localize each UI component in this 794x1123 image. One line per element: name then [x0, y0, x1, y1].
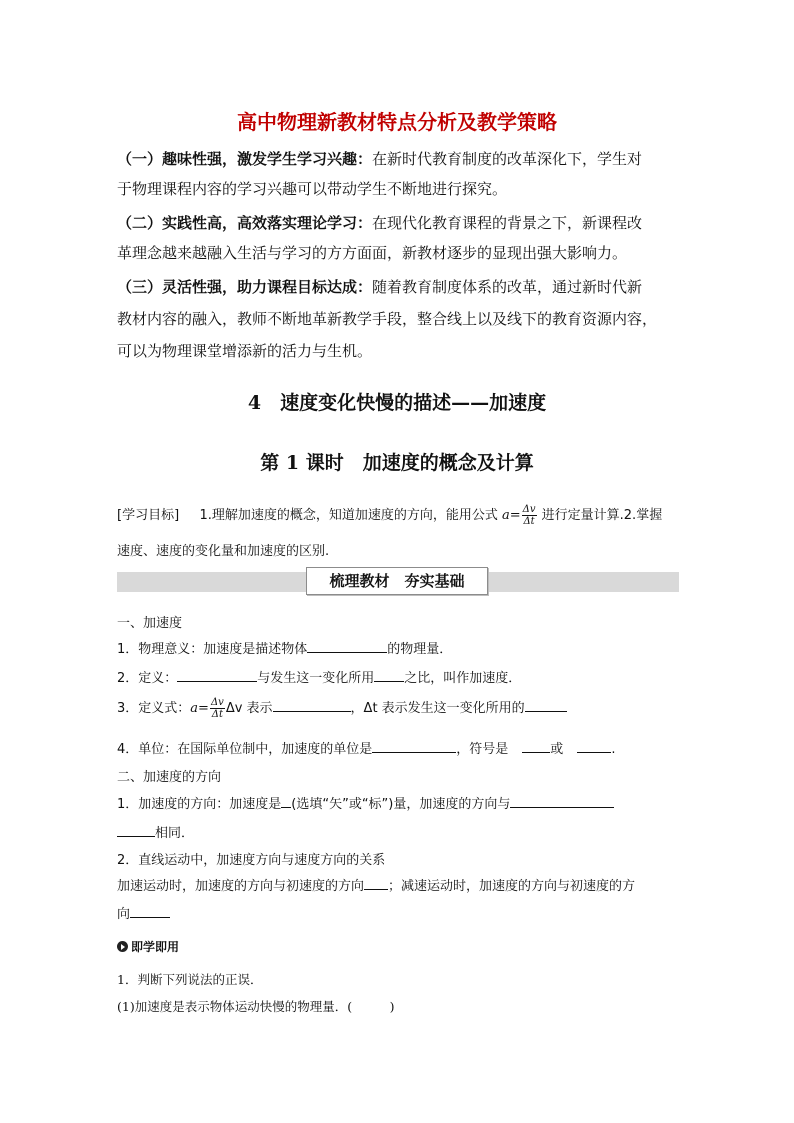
- objectives-text-a: 1.理解加速度的概念，知道加速度的方向，能用公式: [199, 508, 498, 523]
- fill-blank[interactable]: [130, 903, 170, 918]
- section2-item1-cont: [117, 822, 194, 841]
- fill-blank[interactable]: [281, 793, 291, 808]
- fill-blank[interactable]: [273, 697, 351, 712]
- question-1-1: (1)加速度是表示物体运动快慢的物理量．( ): [117, 999, 395, 1014]
- section1-item3-formula-lhs: a=: [190, 701, 209, 716]
- intro-lead-1: （一）趣味性强，激发学生学习兴趣：: [117, 150, 373, 168]
- practice-heading: [117, 938, 179, 955]
- intro-para-2: [117, 208, 679, 238]
- section-banner-label: 梳理教材 夯实基础: [306, 567, 488, 595]
- section2-item1-text-a: 1．加速度的方向：加速度是: [117, 797, 282, 812]
- section2-item2-line2: [117, 903, 170, 922]
- section1-item2-text-b: 与发生这一变化所用: [257, 671, 375, 686]
- objectives-line-2: 速度、速度的变化量和加速度的区别.: [117, 544, 330, 559]
- fill-blank[interactable]: [522, 738, 550, 753]
- section2-heading: 二、加速度的方向: [117, 770, 222, 785]
- fill-blank[interactable]: [372, 738, 456, 753]
- section1-item3-text-a: 3．定义式：: [117, 701, 191, 716]
- section2-item1-text-c: 相同．: [155, 826, 195, 841]
- fill-blank[interactable]: [374, 667, 404, 682]
- intro-para-1: [117, 144, 679, 174]
- question-1: 1．判断下列说法的正误．: [117, 972, 263, 987]
- section2-item2-text-c: 向: [117, 907, 131, 922]
- section1-item3-fraction: [210, 697, 225, 720]
- fill-blank[interactable]: [117, 822, 155, 837]
- learning-objectives: [117, 504, 662, 527]
- objectives-tag: [学习目标]: [117, 508, 180, 523]
- fraction-numerator: Δv: [522, 504, 536, 515]
- section1-item2-text-a: 2．定义：: [117, 671, 178, 686]
- intro-para-1b: 于物理课程内容的学习兴趣可以带动学生不断地进行探究。: [117, 180, 508, 198]
- fraction-denominator: Δt: [523, 516, 535, 527]
- section1-item4-text-c: 或: [550, 742, 564, 757]
- section1-heading: 一、加速度: [117, 616, 183, 631]
- section1-item1-text-a: 1．物理意义：加速度是描述物体: [117, 642, 308, 657]
- section1-item3: [117, 697, 567, 720]
- objectives-fraction: [522, 504, 537, 527]
- intro-para-3c: 可以为物理课堂增添新的活力与生机。: [117, 342, 373, 360]
- section1-item4-text-a: 4．单位：在国际单位制中，加速度的单位是: [117, 742, 373, 757]
- fraction-denominator: Δt: [211, 709, 223, 720]
- intro-text-1a: 在新时代教育制度的改革深化下，学生对: [372, 150, 643, 168]
- objectives-text-b: 进行定量计算.2.掌握: [541, 508, 663, 523]
- section2-item2: 2．直线运动中，加速度方向与速度方向的关系: [117, 853, 386, 868]
- section1-item3-text-b: Δv 表示: [225, 701, 273, 716]
- section1-item2-text-c: 之比，叫作加速度．: [404, 671, 522, 686]
- fraction-numerator: Δv: [210, 697, 224, 708]
- fill-blank[interactable]: [510, 793, 614, 808]
- section1-item1: [117, 638, 452, 657]
- fill-blank[interactable]: [525, 697, 567, 712]
- intro-para-2b: 革理念越来越融入生活与学习的方方面面，新教材逐步的显现出强大影响力。: [117, 244, 628, 262]
- section2-item2-line: [117, 875, 635, 894]
- section2-item2-text-b: ；减速运动时，加速度的方向与初速度的方: [388, 879, 636, 894]
- chapter-heading: 4 速度变化快慢的描述——加速度: [247, 392, 547, 414]
- fill-blank[interactable]: [307, 638, 387, 653]
- section1-item3-text-c: ，Δt 表示发生这一变化所用的: [350, 701, 525, 716]
- section1-item4-text-b: ，符号是: [456, 742, 509, 757]
- fill-blank[interactable]: [177, 667, 257, 682]
- objectives-formula-lhs: a=: [501, 508, 521, 523]
- play-circle-icon: [117, 941, 128, 952]
- intro-para-3b: 教材内容的融入，教师不断地革新教学手段，整合线上以及线下的教育资源内容，: [117, 310, 658, 328]
- section1-item1-text-b: 的物理量．: [387, 642, 453, 657]
- section2-item2-text-a: 加速运动时，加速度的方向与初速度的方向: [117, 879, 365, 894]
- document-title: 高中物理新教材特点分析及教学策略: [237, 110, 557, 134]
- intro-lead-2: （二）实践性高，高效落实理论学习：: [117, 214, 373, 232]
- practice-label: 即学即用: [131, 940, 180, 954]
- fill-blank[interactable]: [577, 738, 611, 753]
- intro-text-3a: 随着教育制度体系的改革，通过新时代新: [372, 278, 643, 296]
- fill-blank[interactable]: [364, 875, 388, 890]
- section1-item2: [117, 667, 521, 686]
- intro-text-2a: 在现代化教育课程的背景之下，新课程改: [372, 214, 643, 232]
- intro-para-3: [117, 272, 679, 302]
- section2-item1-text-b: (选填“矢”或“标”)量，加速度的方向与: [291, 797, 511, 812]
- lesson-heading: 第 1 课时 加速度的概念及计算: [260, 452, 534, 474]
- intro-lead-3: （三）灵活性强，助力课程目标达成：: [117, 278, 373, 296]
- section1-item4: 4．单位：在国际单位制中，加速度的单位是 ，符号是 或 .: [117, 738, 615, 757]
- section2-item1: [117, 793, 614, 812]
